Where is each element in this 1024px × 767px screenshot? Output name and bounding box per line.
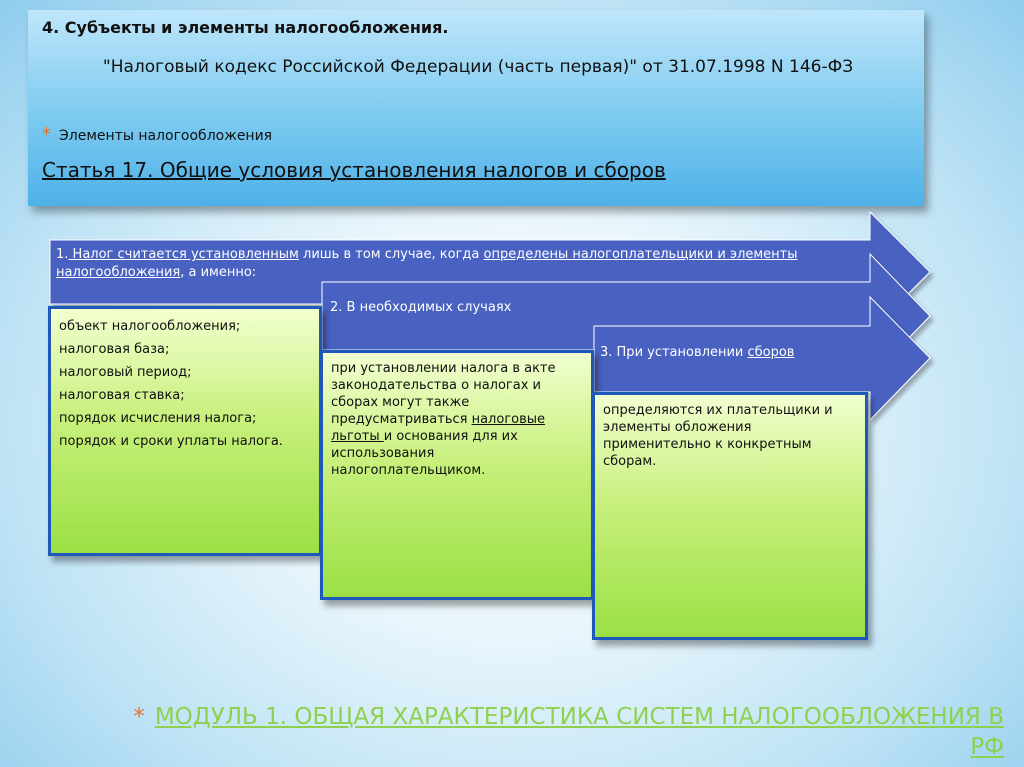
module-title-link[interactable]: МОДУЛЬ 1. ОБЩАЯ ХАРАКТЕРИСТИКА СИСТЕМ НАЛОГООБЛОЖЕНИЯ В РФ — [154, 704, 1004, 760]
list-item: объект налогообложения; — [59, 319, 241, 334]
box3-text: определяются их плательщики и элементы обложения применительно к конкретным сборам. — [603, 403, 833, 469]
list-item: налоговая база; — [59, 342, 170, 357]
box2-text-2: и основания для их использования налогоплательщиком. — [331, 429, 518, 478]
arrow-1-tail: , а именно: — [180, 265, 257, 280]
arrow-3-prefix: 3. При установлении — [600, 345, 748, 360]
arrow-1-text — [56, 246, 856, 282]
link-tax-benefits[interactable]: налоговые льготы — [331, 412, 546, 444]
list-item: порядок и сроки уплаты налога. — [59, 434, 283, 449]
arrow-1-num: 1. — [56, 247, 69, 262]
elements-label-text: Элементы налогообложения — [59, 128, 273, 144]
box2-text-1: при установлении налога в акте законодательства о налогах и сборах могут также предусматриваться — [331, 361, 556, 427]
link-tax-established[interactable]: Налог считается установленным — [68, 247, 299, 262]
arrow-1-mid: лишь в том случае, когда — [298, 247, 484, 262]
fees-box — [592, 392, 868, 640]
arrow-3-text — [600, 344, 794, 362]
article-heading[interactable]: Статья 17. Общие условия установления налогов и сборов — [42, 158, 666, 182]
link-fees[interactable]: сборов — [747, 345, 795, 360]
list-item: налоговый период; — [59, 365, 192, 380]
list-item: порядок исчисления налога; — [59, 411, 257, 426]
tax-benefits-box — [320, 350, 594, 600]
module-footer — [124, 702, 1004, 762]
arrow-2-text: 2. В необходимых случаях — [330, 300, 512, 315]
footer-star-icon: * — [133, 704, 145, 730]
law-reference: "Налоговый кодекс Российской Федерации (часть первая)" от 31.07.1998 N 146-ФЗ — [102, 57, 854, 77]
section-title: 4. Субъекты и элементы налогообложения. — [42, 18, 449, 37]
bullet-star-icon: * — [42, 124, 51, 145]
list-item: налоговая ставка; — [59, 388, 185, 403]
link-taxpayers-defined[interactable]: определены налогоплательщики и элементы налогообложения — [56, 247, 798, 280]
tax-elements-list — [48, 306, 322, 556]
